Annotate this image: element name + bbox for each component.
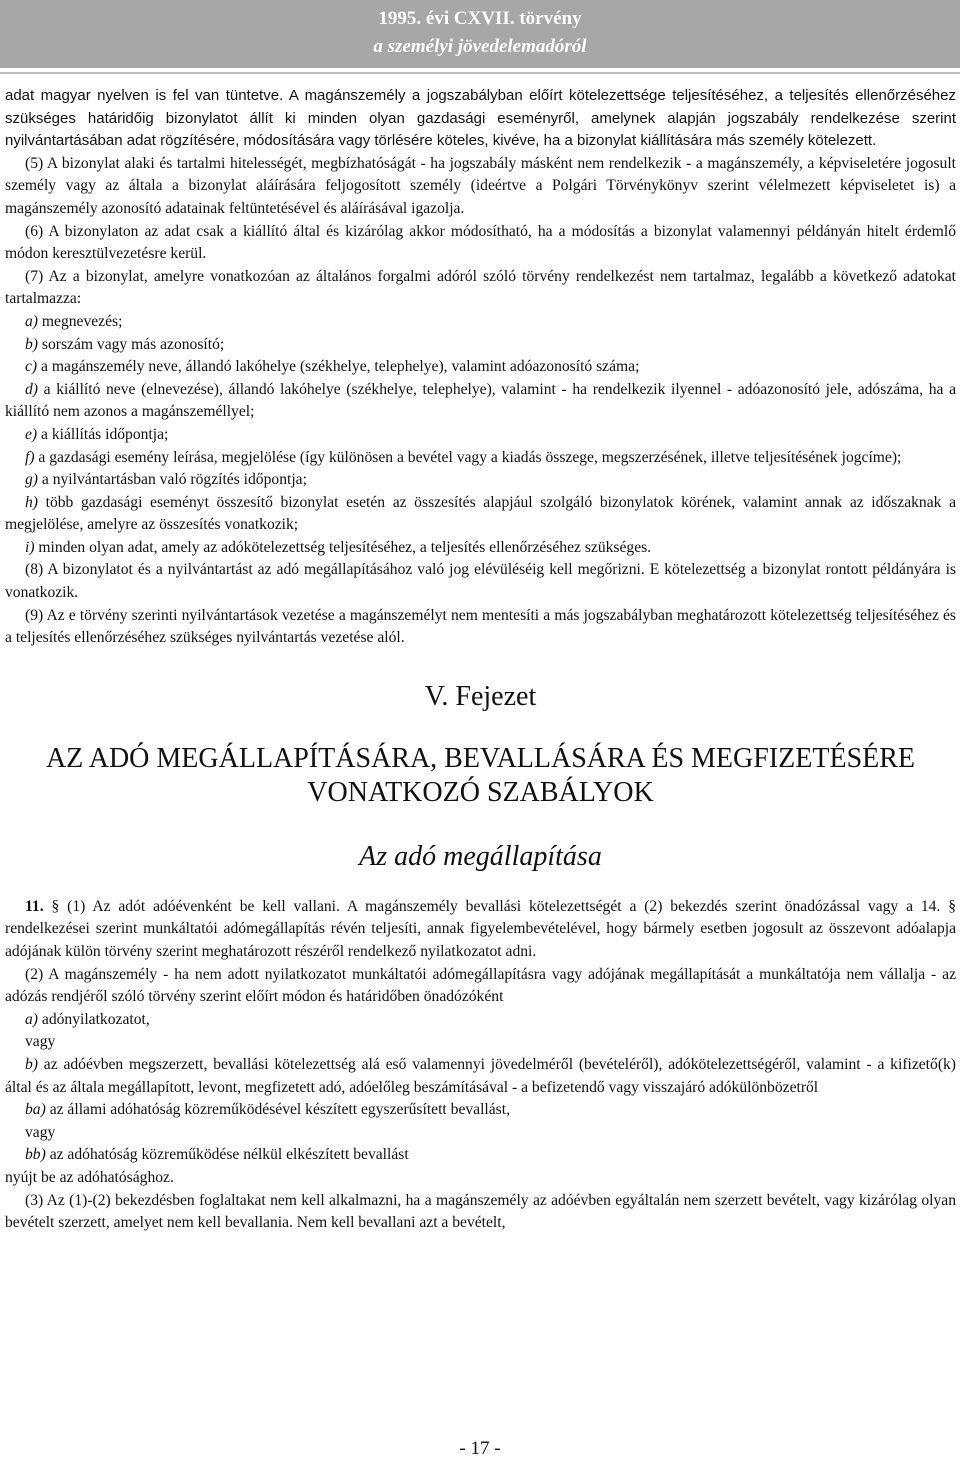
document-body xyxy=(5,85,956,1235)
list-text: minden olyan adat, amely az adókötelezettség teljesítéséhez, a teljesítés ellenőrzéséhez szükséges. xyxy=(34,538,652,556)
law-title: 1995. évi CXVII. törvény xyxy=(378,8,582,29)
paragraph-5: (5) A bizonylat alaki és tartalmi hitelességét, megbízhatóságát - ha jogszabály másként nem rendelkezik - a magánszemély, a képviseletére jogosult személy vagy az általa a bizonylat aláírására feljogosított személy (ideértve a Polgári Törvénykönyv szerint vélelmezett képviseletet is) a magánszemély azonosító adatainak feltüntetésével és aláírásával igazolja. xyxy=(5,154,956,217)
paragraph-8: (8) A bizonylatot és a nyilvántartást az adó megállapításához való jog elévüléséig kell megőrizni. E kötelezettség a bizonylat rontott példányára is vonatkozik. xyxy=(5,561,956,602)
list-label: h) xyxy=(25,493,38,511)
paragraph-9: (9) Az e törvény szerinti nyilvántartások vezetése a magánszemélyt nem mentesíti a más jogszabályban meghatározott kötelezettség teljesítéséhez és a teljesítés ellenőrzéséhez szükséges nyilvántartás vezetése alól. xyxy=(5,606,956,647)
paragraph-7: (7) Az a bizonylat, amelyre vonatkozóan az általános forgalmi adóról szóló törvény rendelkezést nem tartalmaz, legalább a következő adatokat tartalmazza: xyxy=(5,267,956,308)
list-text: a gazdasági esemény leírása, megjelölése (így különösen a bevétel vagy a kiadás összege, megszerzésének, illetve teljesítésének jogcíme); xyxy=(34,448,902,466)
list-label: ba) xyxy=(25,1101,46,1119)
connector-vagy: vagy xyxy=(25,1033,56,1051)
list-item-2ba xyxy=(5,1099,956,1122)
header-divider xyxy=(0,72,960,74)
list-item-e xyxy=(5,424,956,447)
list-label: b) xyxy=(25,1056,38,1073)
section-11-paragraph-3: (3) Az (1)-(2) bekezdésben foglaltakat nem kell alkalmazni, ha a magánszemély az adóévben egyáltalán nem szerzett bevételt, vagy kizárólag olyan bevételt szerzett, amelyet nem kell bevallania. Nem kell bevallani azt a bevételt, xyxy=(5,1191,956,1232)
paragraph-4-continuation: adat magyar nyelven is fel van tüntetve. A magánszemély a jogszabályban előírt kötelezettsége teljesítéséhez, a teljesítés ellenőrzéséhez szükséges határidőig bizonylatot állít ki minden olyan gazdasági eseményről, amelynek alapján jogszabály rendelkezése szerint nyilvántartásában adat rögzítésére, módosítására vagy törlésére köteles, kivéve, ha a bizonylat kiállítására más személy kötelezett. xyxy=(5,87,956,150)
list-label: a) xyxy=(25,1010,38,1028)
list-text: a kiállítás időpontja; xyxy=(37,425,169,443)
list-label: bb) xyxy=(25,1146,46,1164)
page-header xyxy=(0,0,960,68)
chapter-number: V. Fejezet xyxy=(424,680,537,712)
chapter-title-line-1: AZ ADÓ MEGÁLLAPÍTÁSÁRA, BEVALLÁSÁRA ÉS MEGFIZETÉSÉRE xyxy=(45,742,916,774)
list-label: g) xyxy=(25,471,38,489)
list-label: e) xyxy=(25,425,38,443)
section-11-paragraph-2: (2) A magánszemély - ha nem adott nyilatkozatot munkáltatói adómegállapításra vagy adójának megállapítását a munkáltatója nem vállalja - az adózás rendjéről szóló törvény szerint előírt módon és határidőben önadózóként xyxy=(5,965,956,1006)
list-item-h xyxy=(5,492,956,537)
list-label: i) xyxy=(25,538,35,556)
paragraph-6: (6) A bizonylaton az adat csak a kiállító által és kizárólag akkor módosítható, ha a módosítás a bizonylat valamennyi példányán hitelt érdemlő módon keresztülvezetésre kerül. xyxy=(5,222,956,263)
list-label: a) xyxy=(25,312,38,330)
list-text: az adóhatóság közreműködése nélkül elkészített bevallást xyxy=(45,1146,409,1164)
list-item-2b xyxy=(5,1054,956,1099)
section-11-paragraph-1 xyxy=(5,896,956,964)
list-text: sorszám vagy más azonosító; xyxy=(38,335,225,353)
page-number: - 17 - xyxy=(459,1438,501,1459)
list-item-d xyxy=(5,379,956,424)
list-text: a kiállító neve (elnevezése), állandó lakóhelye (székhelye, telephelye), valamint - ha rendelkezik ilyennel - adóazonosító jele, adószáma, ha a kiállító nem azonos a magánszeméllyel; xyxy=(5,380,956,421)
list-text: több gazdasági eseményt összesítő bizonylat esetén az összesítés alapjául szolgáló bizonylatok körének, valamint annak az időszaknak a megjelölése, amelyre az összesítés vonatkozik; xyxy=(5,493,956,534)
section-heading: Az adó megállapítása xyxy=(359,840,602,872)
section-number: 11. xyxy=(25,897,44,915)
chapter-title-line-2: VONATKOZÓ SZABÁLYOK xyxy=(307,776,654,808)
list-label: f) xyxy=(25,448,35,466)
list-item-a xyxy=(5,311,956,334)
list-item-i xyxy=(5,537,956,560)
list-item-f xyxy=(5,447,956,470)
list-text: az állami adóhatóság közreműködésével készített egyszerűsített bevallást, xyxy=(45,1101,510,1119)
list-text: a magánszemély neve, állandó lakóhelye (székhelye, telephelye), valamint adóazonosító száma; xyxy=(37,358,640,376)
list-text: a nyilvántartásban való rögzítés időpontja; xyxy=(38,471,307,489)
list-label: c) xyxy=(25,358,38,376)
list-item-2bb xyxy=(5,1144,956,1167)
section-11-paragraph-2-end: nyújt be az adóhatósághoz. xyxy=(5,1168,174,1186)
list-label: b) xyxy=(25,335,38,353)
list-text: adónyilatkozatot, xyxy=(38,1010,150,1028)
list-label: d) xyxy=(25,380,38,398)
list-item-2a xyxy=(5,1009,956,1032)
connector-vagy: vagy xyxy=(25,1123,56,1141)
list-text: megnevezés; xyxy=(38,312,123,330)
list-item-g xyxy=(5,469,956,492)
list-text: az adóévben megszerzett, bevallási kötelezettség alá eső valamennyi jövedelméről (bevételéről), adókötelezettségéről, valamint - a kifizető(k) által és az általa megállapított, levont, megfizetett adó, adóelőleg beszámításával - a befizetendő vagy visszajáró adókülönbözetről xyxy=(5,1056,956,1096)
law-subtitle: a személyi jövedelemadóról xyxy=(373,36,587,57)
list-item-c xyxy=(5,356,956,379)
list-item-b xyxy=(5,334,956,357)
section-text: § (1) Az adót adóévenként be kell vallani. A magánszemély bevallási kötelezettségét a (2) bekezdés szerint önadózással vagy a 14. § rendelkezései szerint munkáltatói adómegállapítás révén teljesíti, annak figyelembevételével, hogy bármely esetben jogosult az összevont adóalapja adójának külön törvény szerint meghatározott részéről rendelkező nyilatkozatot adni. xyxy=(5,897,956,961)
